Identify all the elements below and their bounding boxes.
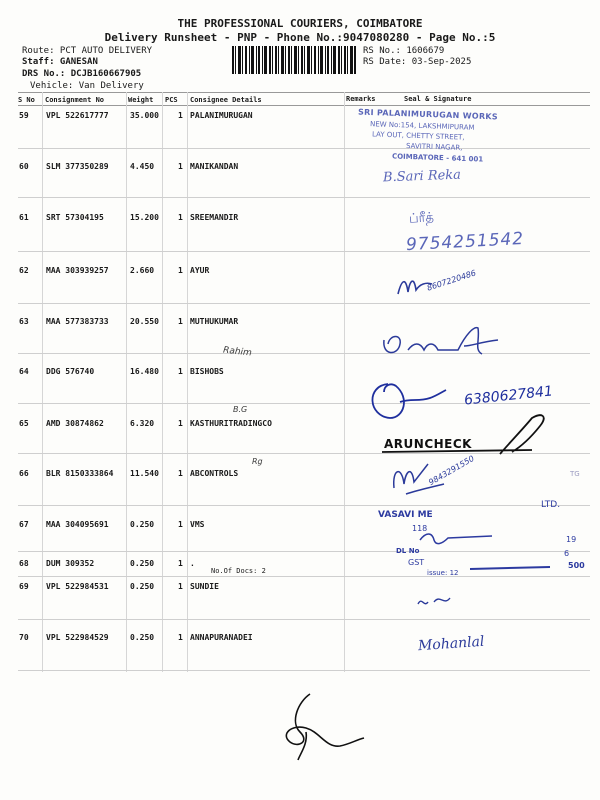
signature-mark <box>414 590 459 612</box>
rs-date: RS Date: 03-Sep-2025 <box>363 57 472 67</box>
row-consignment-no: VPL 522984531 <box>46 582 109 591</box>
row-weight: 11.540 <box>130 469 159 478</box>
row-pcs: 1 <box>178 162 183 171</box>
seal-line: NEW No:154, LAKSHMIPURAM <box>369 120 475 132</box>
handwritten-phone: 9754251542 <box>405 228 525 256</box>
row-rule <box>18 197 590 198</box>
row-pcs: 1 <box>178 559 183 568</box>
row-consignee: KASTHURITRADINGCO <box>190 419 272 428</box>
seal-line: 118 <box>412 524 428 533</box>
row-consignee: MANIKANDAN <box>190 162 239 171</box>
row-sno: 70 <box>19 633 29 642</box>
col-header-pcs: PCS <box>165 96 178 104</box>
seal-line: 500 <box>568 561 585 570</box>
row-sno: 61 <box>19 213 29 222</box>
row-weight: 0.250 <box>130 582 155 591</box>
seal-line: LAY OUT, CHETTY STREET, <box>371 130 465 142</box>
row-consignee: AYUR <box>190 266 210 275</box>
col-header-seal: Seal & Signature <box>404 95 472 103</box>
row-pcs: 1 <box>178 520 183 529</box>
row-consignment-no: BLR 8150333864 <box>46 469 114 478</box>
row-pcs: 1 <box>178 367 183 376</box>
row-consignee: SUNDIE <box>190 582 219 591</box>
rs-number: RS No.: 1606679 <box>363 46 445 56</box>
row-weight: 0.250 <box>130 520 155 529</box>
seal-line: VASAVI ME <box>378 510 433 520</box>
header-bottom-rule <box>18 105 590 106</box>
handwritten-phone: 8607220486 <box>425 268 478 293</box>
row-sno: 62 <box>19 266 29 275</box>
row-weight: 0.250 <box>130 559 155 568</box>
drs-number: DRS No.: DCJB160667905 <box>22 69 142 79</box>
row-pcs: 1 <box>178 111 183 120</box>
handwritten-receiver-name: ARUNCHECK <box>384 437 472 451</box>
handwritten-note: B.G <box>233 405 248 414</box>
row-rule <box>18 670 590 671</box>
row-rule <box>18 251 590 252</box>
handwritten-receiver-name: ப்ரீத் <box>408 210 435 227</box>
handwritten-phone: 6380627841 <box>463 383 554 409</box>
row-consignee: ANNAPURANADEI <box>190 633 253 642</box>
row-pcs: 1 <box>178 419 183 428</box>
row-consignee: PALANIMURUGAN <box>190 111 253 120</box>
col-header-sno: S No <box>18 96 35 104</box>
seal-line: SRI PALANIMURUGAN WORKS <box>357 107 499 122</box>
row-consignment-no: VPL 522984529 <box>46 633 109 642</box>
row-consignment-no: AMD 30874862 <box>46 419 104 428</box>
seal-line: GST <box>408 558 425 567</box>
seal-line: LTD. <box>541 500 561 510</box>
row-pcs: 1 <box>178 582 183 591</box>
grid-col-line <box>42 92 43 672</box>
row-weight: 0.250 <box>130 633 155 642</box>
vehicle-label: Vehicle: Van Delivery <box>30 81 144 91</box>
row-pcs: 1 <box>178 213 183 222</box>
signature-mark <box>380 320 505 365</box>
row-weight: 2.660 <box>130 266 155 275</box>
docs-count-note: No.Of Docs: 2 <box>211 567 266 575</box>
seal-line: 6 <box>564 549 570 558</box>
barcode <box>232 46 356 74</box>
row-rule <box>18 148 590 149</box>
row-rule <box>18 619 590 620</box>
handwritten-note: Rahim <box>222 345 253 359</box>
row-consignee: . <box>190 559 195 568</box>
row-sno: 63 <box>19 317 29 326</box>
row-sno: 64 <box>19 367 29 376</box>
handwritten-note: Rg <box>252 457 263 466</box>
row-sno: 69 <box>19 582 29 591</box>
row-consignment-no: DUM 309352 <box>46 559 95 568</box>
handwritten-receiver-name: B.Sari Reka <box>382 167 462 186</box>
row-weight: 35.000 <box>130 111 159 120</box>
row-consignment-no: SRT 57304195 <box>46 213 104 222</box>
handwritten-receiver-name: Mohanlal <box>417 633 485 655</box>
signature-mark <box>382 410 557 460</box>
signature-mark <box>418 528 498 550</box>
row-sno: 68 <box>19 559 29 568</box>
handwritten-phone: 9843291550 <box>427 453 476 488</box>
row-weight: 20.550 <box>130 317 159 326</box>
col-header-consignee: Consignee Details <box>190 96 262 104</box>
grid-col-line <box>187 92 188 672</box>
row-consignment-no: DDG 576740 <box>46 367 95 376</box>
row-rule <box>18 505 590 506</box>
grid-col-line <box>162 92 163 672</box>
row-pcs: 1 <box>178 317 183 326</box>
row-rule <box>18 303 590 304</box>
row-weight: 6.320 <box>130 419 155 428</box>
runsheet-subtitle: Delivery Runsheet - PNP - Phone No.:9047080280 - Page No.:5 <box>104 31 496 44</box>
row-consignee: MUTHUKUMAR <box>190 317 239 326</box>
row-consignee: SREEMANDIR <box>190 213 239 222</box>
route-label: Route: PCT AUTO DELIVERY <box>22 46 153 56</box>
seal-line: issue: 12 <box>427 569 459 577</box>
row-consignment-no: MAA 577383733 <box>46 317 109 326</box>
col-header-consignment: Consignment No <box>45 96 105 104</box>
row-consignment-no: MAA 303939257 <box>46 266 109 275</box>
row-consignee: BISHOBS <box>190 367 224 376</box>
seal-line: COIMBATORE - 641 001 <box>391 152 484 164</box>
row-sno: 59 <box>19 111 29 120</box>
row-consignment-no: MAA 304095691 <box>46 520 109 529</box>
seal-line: DL No <box>396 547 420 555</box>
grid-col-line <box>344 92 345 672</box>
staff-label: Staff: GANESAN <box>22 57 98 67</box>
row-weight: 16.480 <box>130 367 159 376</box>
seal-line: SAVITRI NAGAR, <box>405 142 463 152</box>
row-pcs: 1 <box>178 633 183 642</box>
row-consignee: ABCONTROLS <box>190 469 239 478</box>
row-rule <box>18 551 590 552</box>
row-sno: 66 <box>19 469 29 478</box>
header-top-rule <box>18 92 590 93</box>
col-header-remarks: Remarks <box>346 95 376 103</box>
row-weight: 4.450 <box>130 162 155 171</box>
row-consignee: VMS <box>190 520 205 529</box>
row-pcs: 1 <box>178 469 183 478</box>
row-consignment-no: SLM 377350289 <box>46 162 109 171</box>
row-sno: 67 <box>19 520 29 529</box>
footer-signature <box>270 688 380 768</box>
grid-col-line <box>126 92 127 672</box>
row-pcs: 1 <box>178 266 183 275</box>
row-consignment-no: VPL 522617777 <box>46 111 109 120</box>
seal-line: 19 <box>566 535 577 544</box>
row-sno: 65 <box>19 419 29 428</box>
row-weight: 15.200 <box>130 213 159 222</box>
row-sno: 60 <box>19 162 29 171</box>
faded-stamp-text: TG <box>570 470 580 478</box>
document-title: THE PROFESSIONAL COURIERS, COIMBATORE <box>177 17 423 30</box>
col-header-weight: Weight <box>128 96 154 104</box>
